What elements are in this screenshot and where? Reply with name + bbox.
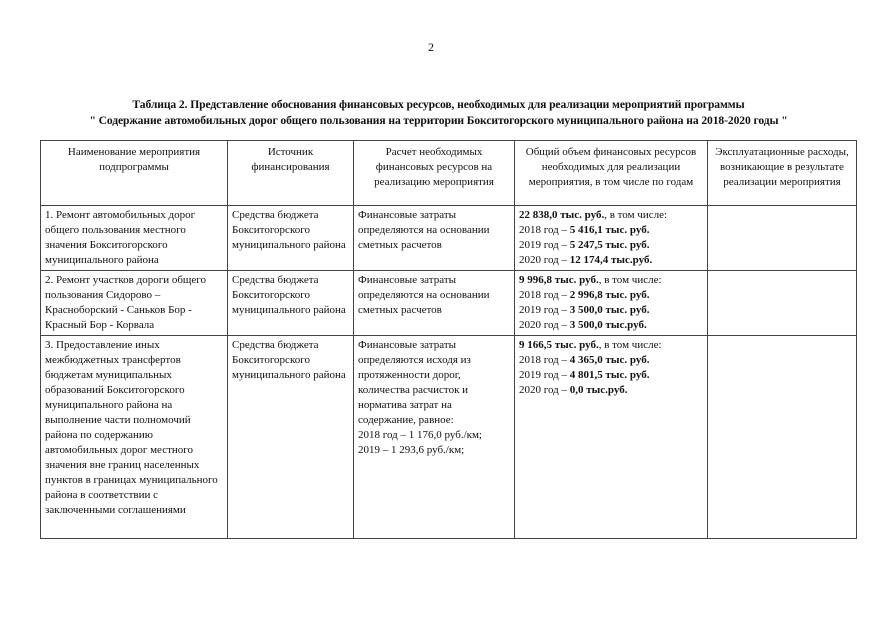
title-line-2: " Содержание автомобильных дорог общего пользования на территории Бокситогорского муниципального района на 2018-2020 годы " bbox=[89, 114, 788, 127]
year-label: 2018 год – bbox=[519, 224, 570, 236]
year-line bbox=[519, 288, 703, 303]
page-number: 2 bbox=[428, 40, 434, 54]
funding-source-cell: Средства бюджета Бокситогорского муниципального района bbox=[228, 206, 354, 271]
table-row bbox=[41, 206, 857, 271]
norm-line: 2018 год – 1 176,0 руб./км; bbox=[358, 429, 482, 441]
header-operating-costs: Эксплуатационные расходы, возникающие в результате реализации мероприятия bbox=[708, 141, 857, 206]
financing-table bbox=[40, 140, 857, 539]
funding-source-cell: Средства бюджета Бокситогорского муниципального района bbox=[228, 336, 354, 539]
year-amount: 5 247,5 тыс. руб. bbox=[569, 239, 650, 251]
calculation-text: Финансовые затраты определяются исходя из протяженности дорог, количества расчисток и норматива затрат на содержание, равное: bbox=[358, 339, 471, 426]
year-label: 2019 год – bbox=[519, 369, 570, 381]
calculation-cell: Финансовые затраты определяются на основании сметных расчетов bbox=[354, 271, 515, 336]
calculation-cell bbox=[354, 336, 515, 539]
funding-source-cell: Средства бюджета Бокситогорского муниципального района bbox=[228, 271, 354, 336]
activity-name-cell: 2. Ремонт участков дороги общего пользования Сидорово – Красноборский - Саньков Бор - Красный Бор - Корвала bbox=[41, 271, 228, 336]
year-amount: 0,0 тыс.руб. bbox=[569, 384, 628, 396]
year-line bbox=[519, 368, 703, 383]
year-label: 2019 год – bbox=[519, 304, 570, 316]
title-line-1: Таблица 2. Представление обоснования финансовых ресурсов, необходимых для реализации мероприятий программы bbox=[132, 98, 745, 111]
year-line bbox=[519, 353, 703, 368]
year-amount: 3 500,0 тыс. руб. bbox=[569, 304, 650, 316]
year-amount: 12 174,4 тыс.руб. bbox=[569, 254, 653, 266]
year-line bbox=[519, 303, 703, 318]
operating-costs-cell bbox=[708, 271, 857, 336]
year-label: 2019 год – bbox=[519, 239, 570, 251]
total-suffix: , в том числе: bbox=[598, 274, 662, 286]
total-line bbox=[519, 273, 703, 288]
year-amount: 3 500,0 тыс.руб. bbox=[569, 319, 647, 331]
year-label: 2020 год – bbox=[519, 384, 570, 396]
year-label: 2020 год – bbox=[519, 319, 570, 331]
total-volume-cell bbox=[515, 206, 708, 271]
total-suffix: , в том числе: bbox=[604, 209, 668, 221]
activity-name-cell: 1. Ремонт автомобильных дорог общего пользования местного значения Бокситогорского муниципального района bbox=[41, 206, 228, 271]
norm-line: 2019 – 1 293,6 руб./км; bbox=[358, 444, 465, 456]
table-row bbox=[41, 271, 857, 336]
total-amount: 9 166,5 тыс. руб. bbox=[519, 339, 599, 351]
table-row bbox=[41, 336, 857, 539]
total-volume-cell bbox=[515, 271, 708, 336]
total-amount: 9 996,8 тыс. руб. bbox=[519, 274, 599, 286]
year-line bbox=[519, 253, 703, 268]
year-label: 2018 год – bbox=[519, 354, 570, 366]
year-amount: 2 996,8 тыс. руб. bbox=[569, 289, 650, 301]
header-activity-name: Наименование мероприятия подпрограммы bbox=[41, 141, 228, 206]
operating-costs-cell bbox=[708, 206, 857, 271]
year-amount: 4 801,5 тыс. руб. bbox=[569, 369, 650, 381]
year-amount: 5 416,1 тыс. руб. bbox=[569, 224, 650, 236]
year-line bbox=[519, 318, 703, 333]
total-volume-cell bbox=[515, 336, 708, 539]
year-line bbox=[519, 223, 703, 238]
year-amount: 4 365,0 тыс. руб. bbox=[569, 354, 650, 366]
total-line bbox=[519, 208, 703, 223]
year-label: 2018 год – bbox=[519, 289, 570, 301]
year-line bbox=[519, 383, 703, 398]
year-label: 2020 год – bbox=[519, 254, 570, 266]
operating-costs-cell bbox=[708, 336, 857, 539]
total-line bbox=[519, 338, 703, 353]
calculation-cell: Финансовые затраты определяются на основании сметных расчетов bbox=[354, 206, 515, 271]
document-title bbox=[0, 97, 877, 129]
header-funding-source: Источник финансирования bbox=[228, 141, 354, 206]
activity-name-cell: 3. Предоставление иных межбюджетных трансфертов бюджетам муниципальных образований Бокситогорского муниципального района на выполнение части полномочий района по содержанию автомобильных дорог местного значения вне границ населенных пунктов в границах муниципального района в соответствии с заключенными соглашениями bbox=[41, 336, 228, 539]
year-line bbox=[519, 238, 703, 253]
total-amount: 22 838,0 тыс. руб. bbox=[519, 209, 605, 221]
header-total-volume: Общий объем финансовых ресурсов необходимых для реализации мероприятия, в том числе по годам bbox=[515, 141, 708, 206]
total-suffix: , в том числе: bbox=[598, 339, 662, 351]
header-resource-calculation: Расчет необходимых финансовых ресурсов на реализацию мероприятия bbox=[354, 141, 515, 206]
table-header-row bbox=[41, 141, 857, 206]
